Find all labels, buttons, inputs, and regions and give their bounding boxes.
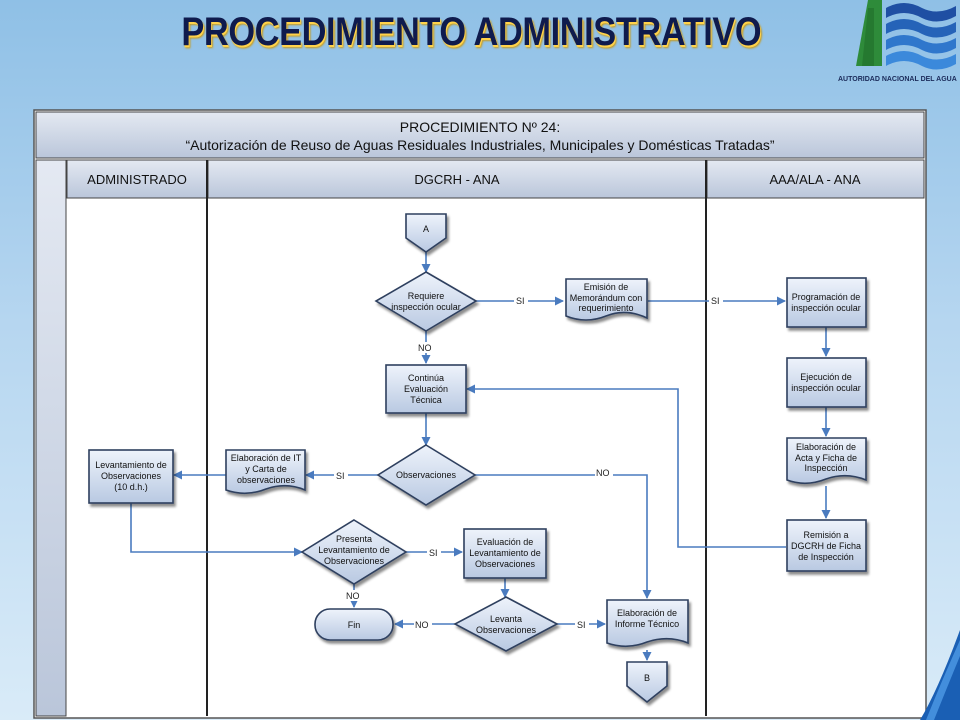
left-strip xyxy=(36,160,66,716)
lane-label-aaa: AAA/ALA - ANA xyxy=(769,172,861,187)
corner-swoosh-icon xyxy=(920,630,960,720)
presenta-line-1: Presenta xyxy=(335,534,373,544)
evaluacion-line-3: Observaciones xyxy=(474,559,536,569)
connector-b-label: B xyxy=(643,673,651,683)
edge-label-no-1: NO xyxy=(418,343,432,353)
fin-label: Fin xyxy=(347,620,361,630)
levanta-line-2: Observaciones xyxy=(475,625,537,635)
edge-label-no-presenta: NO xyxy=(346,591,360,601)
continua-line-1: Continúa xyxy=(407,373,445,383)
lane-label-dgcrh: DGCRH - ANA xyxy=(414,172,500,187)
slide-title: PROCEDIMIENTO ADMINISTRATIVO xyxy=(181,10,762,54)
procedure-name: “Autorización de Reuso de Aguas Residuales Industriales, Municipales y Domésticas Tratadas” xyxy=(185,137,775,153)
edge-label-si-presenta: SI xyxy=(429,548,438,558)
elaboracion-it-line-1: Elaboración de IT xyxy=(230,453,302,463)
connector-a-label: A xyxy=(422,224,430,234)
edge-label-no-levanta: NO xyxy=(415,620,429,630)
acta-line-3: Inspección xyxy=(804,463,848,473)
elaboracion-it-line-3: observaciones xyxy=(236,475,296,485)
levanta-line-1: Levanta xyxy=(489,614,523,624)
edge-label-no-obs: NO xyxy=(596,468,610,478)
logo-caption: AUTORIDAD NACIONAL DEL AGUA xyxy=(838,76,957,83)
acta-line-1: Elaboración de xyxy=(795,442,857,452)
ejecucion-line-1: Ejecución de xyxy=(800,372,852,382)
programacion-line-1: Programación de xyxy=(791,292,861,302)
requiere-line-2: inspección ocular xyxy=(391,302,461,312)
levantamiento-line-3: (10 d.h.) xyxy=(114,482,148,492)
memorandum-line-2: Memorándum con xyxy=(569,293,643,303)
acta-line-2: Acta y Ficha de xyxy=(794,453,858,463)
memorandum-line-3: requerimiento xyxy=(578,303,634,313)
informe-line-1: Elaboración de xyxy=(616,608,678,618)
ejecucion-line-2: inspección ocular xyxy=(791,383,861,393)
requiere-line-1: Requiere xyxy=(407,291,445,301)
levantamiento-line-2: Observaciones xyxy=(100,471,162,481)
memorandum-line-1: Emisión de xyxy=(583,282,629,292)
elaboracion-it-line-2: y Carta de xyxy=(245,464,287,474)
presenta-line-2: Levantamiento de xyxy=(318,545,390,555)
edge-label-si-obs: SI xyxy=(336,471,345,481)
programacion-line-2: inspección ocular xyxy=(791,303,861,313)
presenta-line-3: Observaciones xyxy=(323,556,385,566)
informe-line-2: Informe Técnico xyxy=(614,619,680,629)
lane-label-administrado: ADMINISTRADO xyxy=(87,172,187,187)
edge-label-si-1: SI xyxy=(516,296,525,306)
continua-line-3: Técnica xyxy=(410,395,442,405)
remision-line-3: de Inspección xyxy=(798,552,854,562)
remision-line-2: DGCRH de Ficha xyxy=(790,541,862,551)
edge-label-si-levanta: SI xyxy=(577,620,586,630)
continua-line-2: Evaluación xyxy=(403,384,449,394)
procedure-number: PROCEDIMIENTO Nº 24: xyxy=(399,119,561,135)
observaciones-line-1: Observaciones xyxy=(395,470,457,480)
levantamiento-line-1: Levantamiento de xyxy=(95,460,167,470)
evaluacion-line-1: Evaluación de xyxy=(476,537,534,547)
remision-line-1: Remisión a xyxy=(803,530,849,540)
evaluacion-line-2: Levantamiento de xyxy=(469,548,541,558)
edge-label-si-2: SI xyxy=(711,296,720,306)
